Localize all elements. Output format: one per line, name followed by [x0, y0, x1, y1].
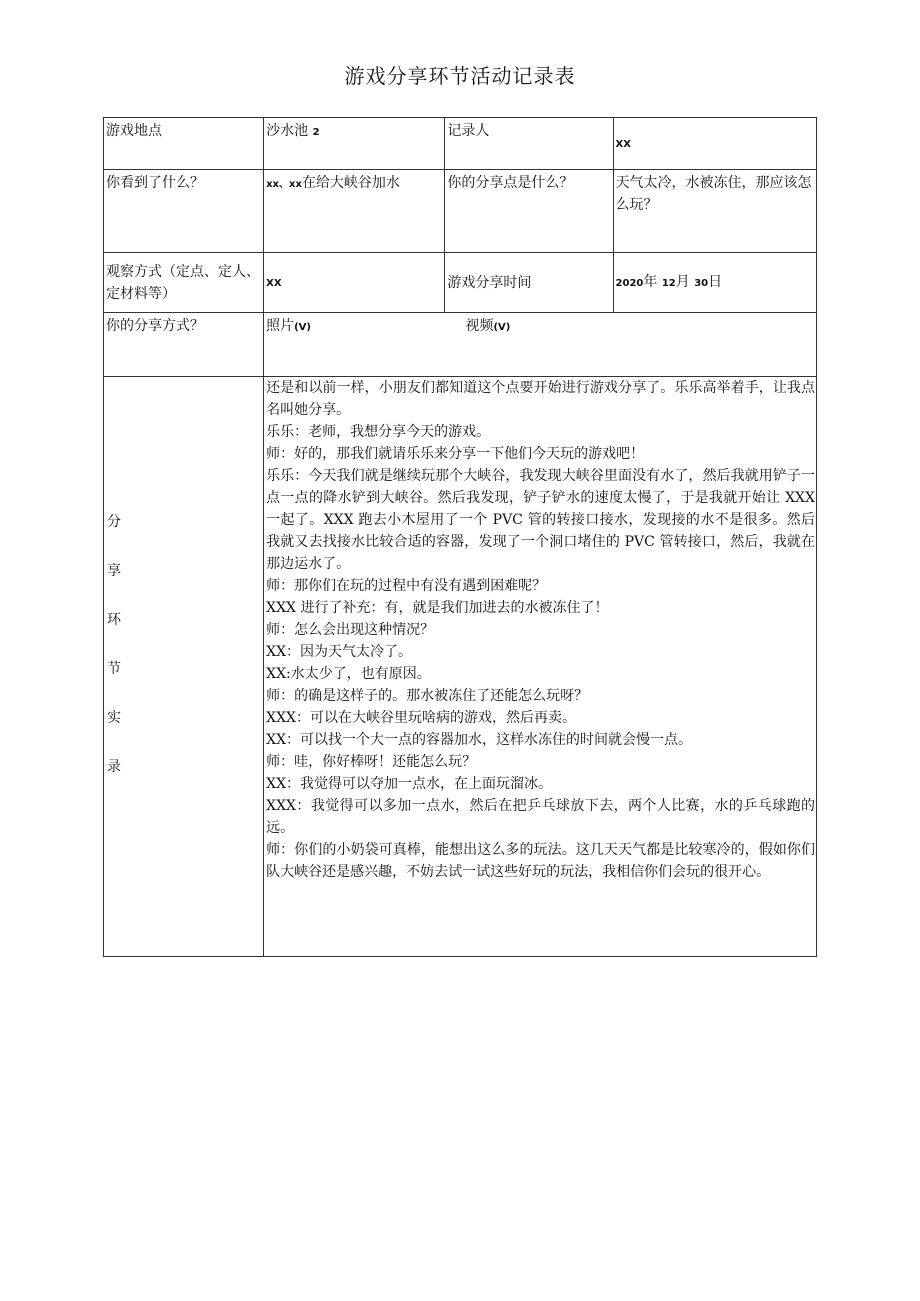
video-label: 视频: [465, 318, 494, 334]
recorder-name: XX: [615, 138, 631, 150]
table-row: [104, 377, 817, 957]
record-line: XX:水太少了，也有原因。: [266, 666, 431, 682]
side-char: 节: [107, 661, 121, 677]
page-title: 游戏分享环节活动记录表: [344, 64, 576, 88]
day-unit: 日: [708, 273, 723, 290]
share-time-value: [613, 253, 816, 313]
recorder-value: [613, 118, 816, 170]
record-line: 师：的确是这样子的。那水被冻住了还能怎么玩呀？: [266, 688, 589, 704]
record-line: XXX 进行了补充：有，就是我们加进去的水被冻住了！: [266, 600, 609, 616]
share-way-label: 你的分享方式？: [104, 313, 264, 377]
side-char: 录: [107, 759, 121, 775]
record-line: 师：那你们在玩的过程中有没有遇到困难呢？: [266, 578, 547, 594]
record-side-label: [104, 377, 264, 957]
record-line: 师：你们的小奶袋可真棒，能想出这么多的玩法。这几天天气都是比较寒冷的，假如你们队大峡谷还是感兴趣，不妨去试一试这些好玩的玩法，我相信你们会玩的很开心。: [266, 842, 815, 880]
photo-option: [266, 315, 311, 339]
record-line: XXX：可以在大峡谷里玩啥病的游戏，然后再卖。: [266, 710, 577, 726]
month: 12: [661, 277, 676, 289]
share-time-label: 游戏分享时间: [445, 253, 613, 313]
record-line: 师：怎么会出现这种情况？: [266, 622, 435, 638]
table-row: [104, 170, 817, 253]
location-number: 2: [312, 127, 320, 138]
video-mark: (V): [493, 322, 511, 333]
table-row: [104, 118, 817, 170]
share-point-value: 天气太冷，水被冻住，那应该怎么玩？: [613, 170, 816, 253]
year-unit: 年: [643, 273, 658, 290]
record-line: 还是和以前一样，小朋友们都知道这个点要开始进行游戏分享了。乐乐高举着手，让我点名叫她分享。: [266, 380, 815, 418]
activity-record-table: [103, 117, 817, 957]
recorder-label: 记录人: [445, 118, 613, 170]
observe-method-text: XX: [266, 277, 282, 289]
year: 2020: [615, 277, 644, 289]
table-row: [104, 253, 817, 313]
table-row: [104, 313, 817, 377]
photo-label: 照片: [266, 318, 295, 334]
record-line: 师：哇，你好棒呀！还能怎么玩？: [266, 754, 477, 770]
share-point-label: 你的分享点是什么？: [445, 170, 613, 253]
day: 30: [694, 277, 709, 289]
side-char: 实: [107, 710, 121, 726]
observe-method-label: 观察方式（定点、定人、定材料等）: [104, 253, 264, 313]
record-line: XX：因为天气太冷了。: [266, 644, 413, 660]
record-line: 师：好的，那我们就请乐乐来分享一下他们今天玩的游戏吧！: [266, 446, 645, 462]
record-line: 乐乐：今天我们就是继续玩那个大峡谷，我发现大峡谷里面没有水了，然后我就用铲子一点一点的降水铲到大峡谷。然后我发现，铲子铲水的速度太慢了，于是我就开始让 XXX 一起了。XXX 跑去小木屋用了一个 PVC 管的转接口接水，发现接的水不是很多。然后我就又去找接水比较合适的容器，发现了一个洞口堵住的 PVC 管转接口，然后，我就在那边运水了。: [266, 468, 815, 572]
month-unit: 月: [675, 273, 690, 290]
record-line: 乐乐：老师，我想分享今天的游戏。: [266, 424, 491, 440]
seen-code: xx、xx: [266, 179, 302, 190]
location-label: 游戏地点: [104, 118, 264, 170]
seen-value: [264, 170, 445, 253]
share-way-value: [264, 313, 817, 377]
location-text: 沙水池: [266, 123, 309, 139]
location-value: [264, 118, 445, 170]
record-line: XXX：我觉得可以多加一点水，然后在把乒乓球放下去，两个人比赛，水的乒乓球跑的远。: [266, 798, 815, 836]
record-line: XX：我觉得可以夺加一点水，在上面玩溜冰。: [266, 776, 553, 792]
side-char: 环: [107, 612, 121, 628]
seen-text: 在给大峡谷加水: [301, 175, 400, 191]
video-option: [465, 315, 510, 339]
record-content: [264, 377, 817, 957]
side-char: 享: [107, 563, 121, 579]
side-char: 分: [107, 514, 121, 530]
photo-mark: (V): [294, 322, 311, 333]
record-line: XX：可以找一个大一点的容器加水，这样水冻住的时间就会慢一点。: [266, 732, 693, 748]
seen-label: 你看到了什么？: [104, 170, 264, 253]
observe-method-value: [264, 253, 445, 313]
